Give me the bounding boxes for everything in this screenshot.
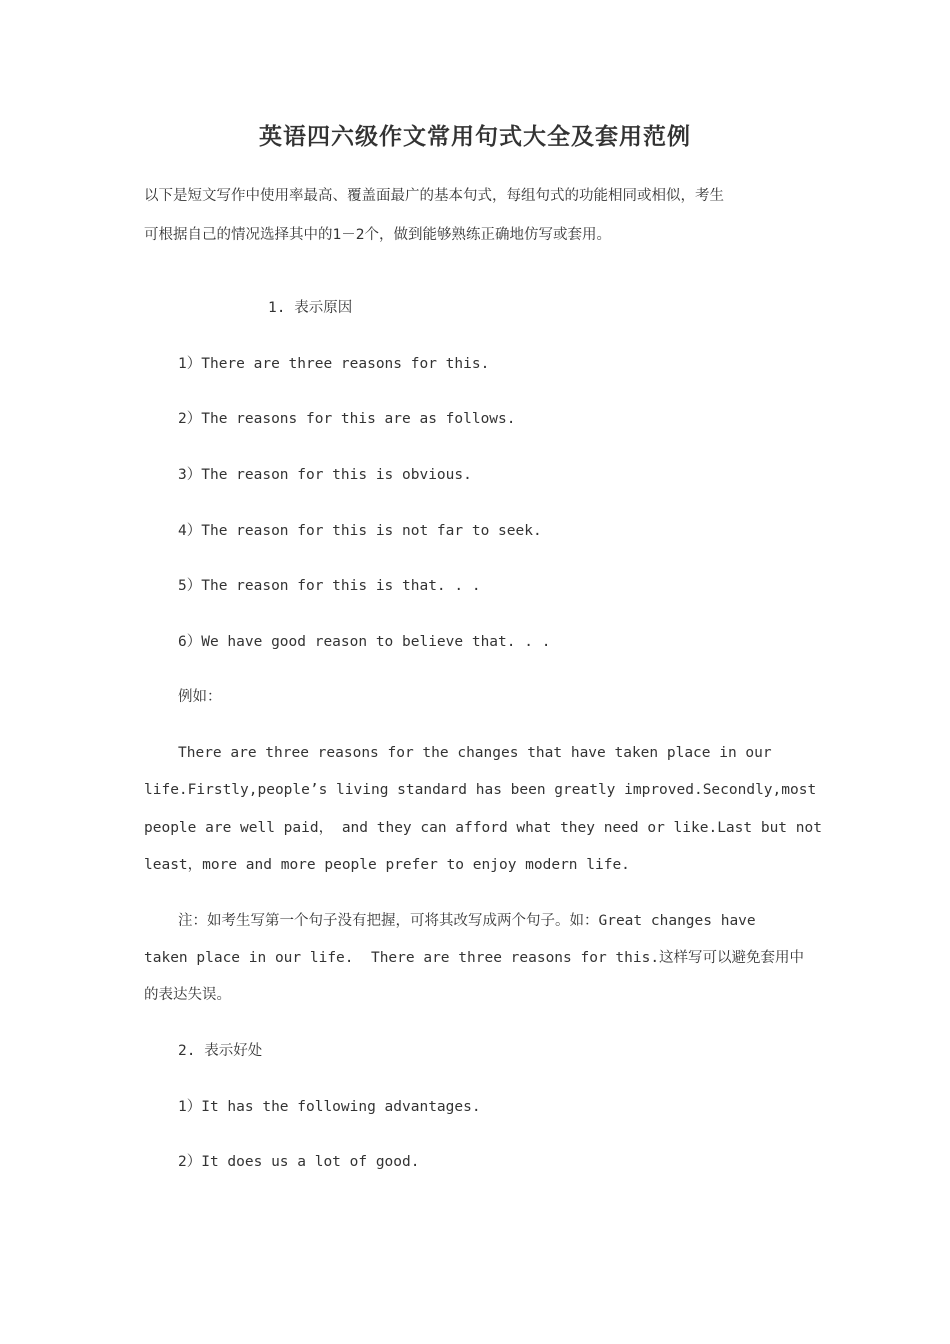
list-item: 2）It does us a lot of good. — [178, 1154, 420, 1170]
section-heading: 2. 表示好处 — [178, 1043, 263, 1059]
intro-line: 可根据自己的情况选择其中的1－2个，做到能够熟练正确地仿写或套用。 — [144, 227, 611, 243]
note-line: 注：如考生写第一个句子没有把握，可将其改写成两个句子。如：Great changes have — [178, 913, 756, 929]
note-line: taken place in our life. There are three reasons for this.这样写可以避免套用中 — [144, 950, 805, 966]
note-line: 的表达失误。 — [144, 987, 231, 1003]
list-item: 1）It has the following advantages. — [178, 1099, 481, 1115]
list-item: 1）There are three reasons for this. — [178, 356, 490, 372]
intro-line: 以下是短文写作中使用率最高、覆盖面最广的基本句式，每组句式的功能相同或相似，考生 — [144, 188, 724, 204]
page-title: 英语四六级作文常用句式大全及套用范例 — [259, 123, 691, 150]
list-item: 4）The reason for this is not far to seek. — [178, 523, 542, 539]
example-line: people are well paid， and they can afford what they need or like.Last but not — [144, 820, 822, 836]
example-label: 例如： — [178, 689, 222, 705]
list-item: 2）The reasons for this are as follows. — [178, 411, 516, 427]
example-line: life.Firstly,people’s living standard has been greatly improved.Secondly,most — [144, 782, 817, 798]
list-item: 3）The reason for this is obvious. — [178, 467, 472, 483]
list-item: 5）The reason for this is that. . . — [178, 578, 481, 594]
list-item: 6）We have good reason to believe that. . . — [178, 634, 551, 650]
example-line: least，more and more people prefer to enjoy modern life. — [144, 857, 630, 873]
example-line: There are three reasons for the changes that have taken place in our — [178, 745, 772, 761]
section-heading: 1. 表示原因 — [268, 300, 353, 316]
